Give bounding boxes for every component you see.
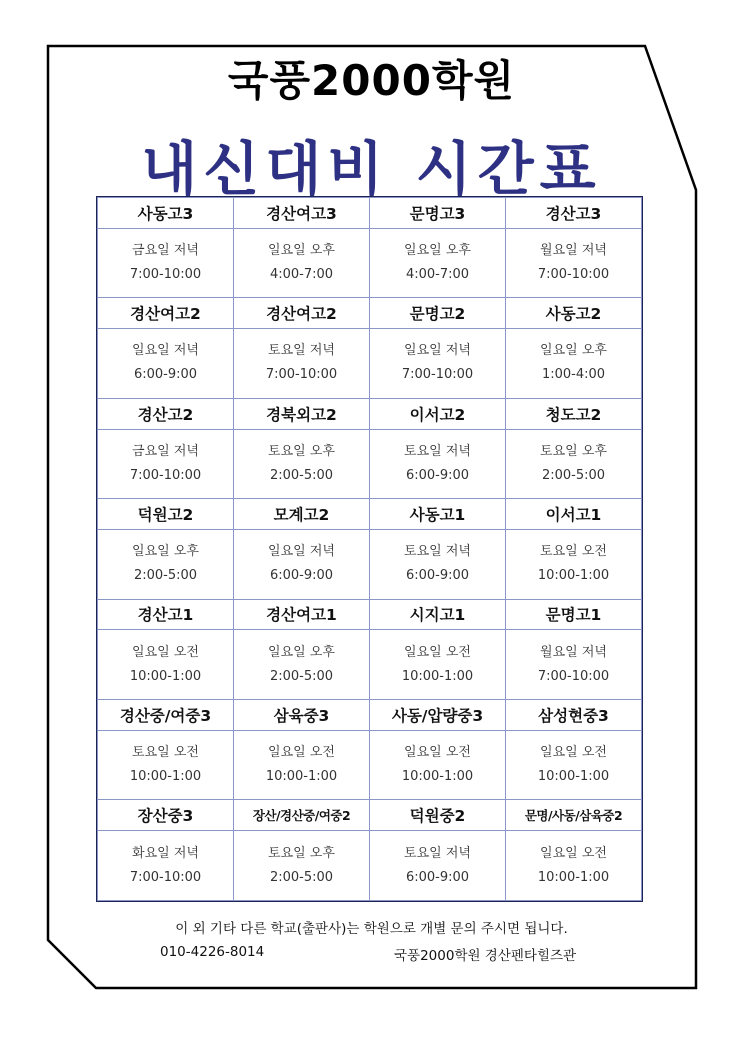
school-name: 경산여고2	[234, 298, 370, 329]
class-day: 월요일 저녁	[540, 644, 607, 660]
schedule-header-row	[98, 499, 642, 530]
class-time: 4:00-7:00	[405, 267, 470, 283]
class-time-cell	[370, 529, 506, 599]
school-name: 청도고2	[506, 398, 642, 429]
class-time: 10:00-1:00	[401, 668, 474, 684]
class-day: 토요일 저녁	[268, 343, 335, 359]
class-time-cell	[98, 630, 234, 700]
school-name: 경산여고2	[98, 298, 234, 329]
schedule-header-row	[98, 700, 642, 731]
class-day: 일요일 저녁	[404, 343, 471, 359]
class-time-cell	[98, 228, 234, 298]
class-day: 일요일 저녁	[132, 343, 199, 359]
class-time: 2:00-5:00	[133, 568, 198, 584]
footer-notice: 이 외 기타 다른 학교(출판사)는 학원으로 개별 문의 주시면 됩니다.	[175, 921, 568, 937]
class-time: 2:00-5:00	[269, 668, 334, 684]
schedule-time-row	[98, 228, 642, 298]
school-name: 모계고2	[234, 499, 370, 530]
school-name: 문명/사동/삼육중2	[506, 800, 642, 831]
academy-title: 국풍2000학원	[227, 56, 516, 105]
class-time-cell	[506, 529, 642, 599]
class-time: 2:00-5:00	[269, 869, 334, 885]
class-time: 7:00-10:00	[129, 869, 202, 885]
class-time-cell	[370, 228, 506, 298]
schedule-time-row	[98, 429, 642, 499]
footer-phone: 010-4226-8014	[160, 944, 265, 960]
class-time-cell	[370, 730, 506, 800]
school-name: 문명고3	[370, 198, 506, 229]
class-time: 10:00-1:00	[537, 869, 610, 885]
class-day: 일요일 오후	[540, 343, 607, 359]
schedule-header-row	[98, 599, 642, 630]
school-name: 덕원고2	[98, 499, 234, 530]
class-day: 일요일 오전	[268, 745, 335, 761]
class-time: 7:00-10:00	[537, 267, 610, 283]
class-time-cell	[234, 429, 370, 499]
class-time-cell	[506, 228, 642, 298]
class-time-cell	[234, 831, 370, 901]
school-name: 장산/경산중/여중2	[234, 800, 370, 831]
class-time-cell	[370, 831, 506, 901]
footer-branch: 국풍2000학원 경산펜타힐즈관	[394, 948, 577, 964]
class-day: 토요일 오전	[132, 745, 199, 761]
class-time-cell	[98, 730, 234, 800]
class-day: 일요일 오후	[268, 243, 335, 259]
class-time: 6:00-9:00	[405, 869, 470, 885]
class-day: 일요일 오전	[404, 644, 471, 660]
school-name: 이서고2	[370, 398, 506, 429]
class-time: 10:00-1:00	[129, 769, 202, 785]
class-time-cell	[234, 630, 370, 700]
schedule-time-row	[98, 630, 642, 700]
class-time-cell	[98, 529, 234, 599]
class-time-cell	[506, 429, 642, 499]
school-name: 사동고3	[98, 198, 234, 229]
class-day: 금요일 저녁	[132, 243, 199, 259]
class-day: 일요일 오전	[540, 745, 607, 761]
class-time: 6:00-9:00	[133, 367, 198, 383]
school-name: 이서고1	[506, 499, 642, 530]
class-day: 토요일 오후	[268, 443, 335, 459]
class-time-cell	[234, 529, 370, 599]
school-name: 삼육중3	[234, 700, 370, 731]
class-time: 10:00-1:00	[537, 769, 610, 785]
class-day: 일요일 오전	[540, 845, 607, 861]
class-time-cell	[506, 630, 642, 700]
class-day: 일요일 오후	[404, 243, 471, 259]
class-time-cell	[234, 730, 370, 800]
class-time: 10:00-1:00	[265, 769, 338, 785]
class-day: 일요일 오전	[132, 644, 199, 660]
schedule-time-row	[98, 730, 642, 800]
class-time: 10:00-1:00	[537, 568, 610, 584]
class-day: 월요일 저녁	[540, 243, 607, 259]
school-name: 삼성현중3	[506, 700, 642, 731]
class-time-cell	[234, 228, 370, 298]
school-name: 경산고1	[98, 599, 234, 630]
class-day: 일요일 오후	[132, 544, 199, 560]
school-name: 경산여고3	[234, 198, 370, 229]
class-time: 2:00-5:00	[269, 467, 334, 483]
school-name: 경북외고2	[234, 398, 370, 429]
class-day: 토요일 저녁	[404, 544, 471, 560]
school-name: 경산고3	[506, 198, 642, 229]
class-day: 토요일 오후	[268, 845, 335, 861]
class-time: 4:00-7:00	[269, 267, 334, 283]
class-time: 7:00-10:00	[129, 467, 202, 483]
class-time-cell	[370, 630, 506, 700]
class-time-cell	[98, 831, 234, 901]
class-time: 6:00-9:00	[405, 568, 470, 584]
class-time: 6:00-9:00	[405, 467, 470, 483]
class-time: 7:00-10:00	[401, 367, 474, 383]
class-time-cell	[506, 329, 642, 399]
class-time-cell	[370, 429, 506, 499]
class-time: 6:00-9:00	[269, 568, 334, 584]
school-name: 장산중3	[98, 800, 234, 831]
school-name: 문명고2	[370, 298, 506, 329]
schedule-subtitle: 내신대비 시간표	[141, 135, 602, 203]
class-day: 일요일 오후	[268, 644, 335, 660]
class-time: 7:00-10:00	[129, 267, 202, 283]
school-name: 경산여고1	[234, 599, 370, 630]
schedule-header-row	[98, 298, 642, 329]
schedule-table	[97, 197, 642, 901]
class-day: 금요일 저녁	[132, 443, 199, 459]
class-day: 일요일 저녁	[268, 544, 335, 560]
schedule-time-row	[98, 831, 642, 901]
class-day: 토요일 오전	[540, 544, 607, 560]
school-name: 사동/압량중3	[370, 700, 506, 731]
class-day: 화요일 저녁	[132, 845, 199, 861]
class-time: 7:00-10:00	[537, 668, 610, 684]
schedule-header-row	[98, 198, 642, 229]
school-name: 사동고2	[506, 298, 642, 329]
class-day: 토요일 저녁	[404, 845, 471, 861]
class-time-cell	[98, 429, 234, 499]
schedule-header-row	[98, 800, 642, 831]
class-time: 10:00-1:00	[401, 769, 474, 785]
class-time-cell	[98, 329, 234, 399]
school-name: 사동고1	[370, 499, 506, 530]
class-time-cell	[506, 831, 642, 901]
class-time: 7:00-10:00	[265, 367, 338, 383]
school-name: 경산고2	[98, 398, 234, 429]
class-time: 1:00-4:00	[541, 367, 606, 383]
schedule-time-row	[98, 529, 642, 599]
class-time-cell	[370, 329, 506, 399]
schedule-header-row	[98, 398, 642, 429]
class-day: 토요일 오후	[540, 443, 607, 459]
schedule-time-row	[98, 329, 642, 399]
school-name: 덕원중2	[370, 800, 506, 831]
class-time: 10:00-1:00	[129, 668, 202, 684]
class-time-cell	[234, 329, 370, 399]
school-name: 경산중/여중3	[98, 700, 234, 731]
class-day: 토요일 저녁	[404, 443, 471, 459]
class-day: 일요일 오전	[404, 745, 471, 761]
school-name: 시지고1	[370, 599, 506, 630]
class-time: 2:00-5:00	[541, 467, 606, 483]
class-time-cell	[506, 730, 642, 800]
school-name: 문명고1	[506, 599, 642, 630]
